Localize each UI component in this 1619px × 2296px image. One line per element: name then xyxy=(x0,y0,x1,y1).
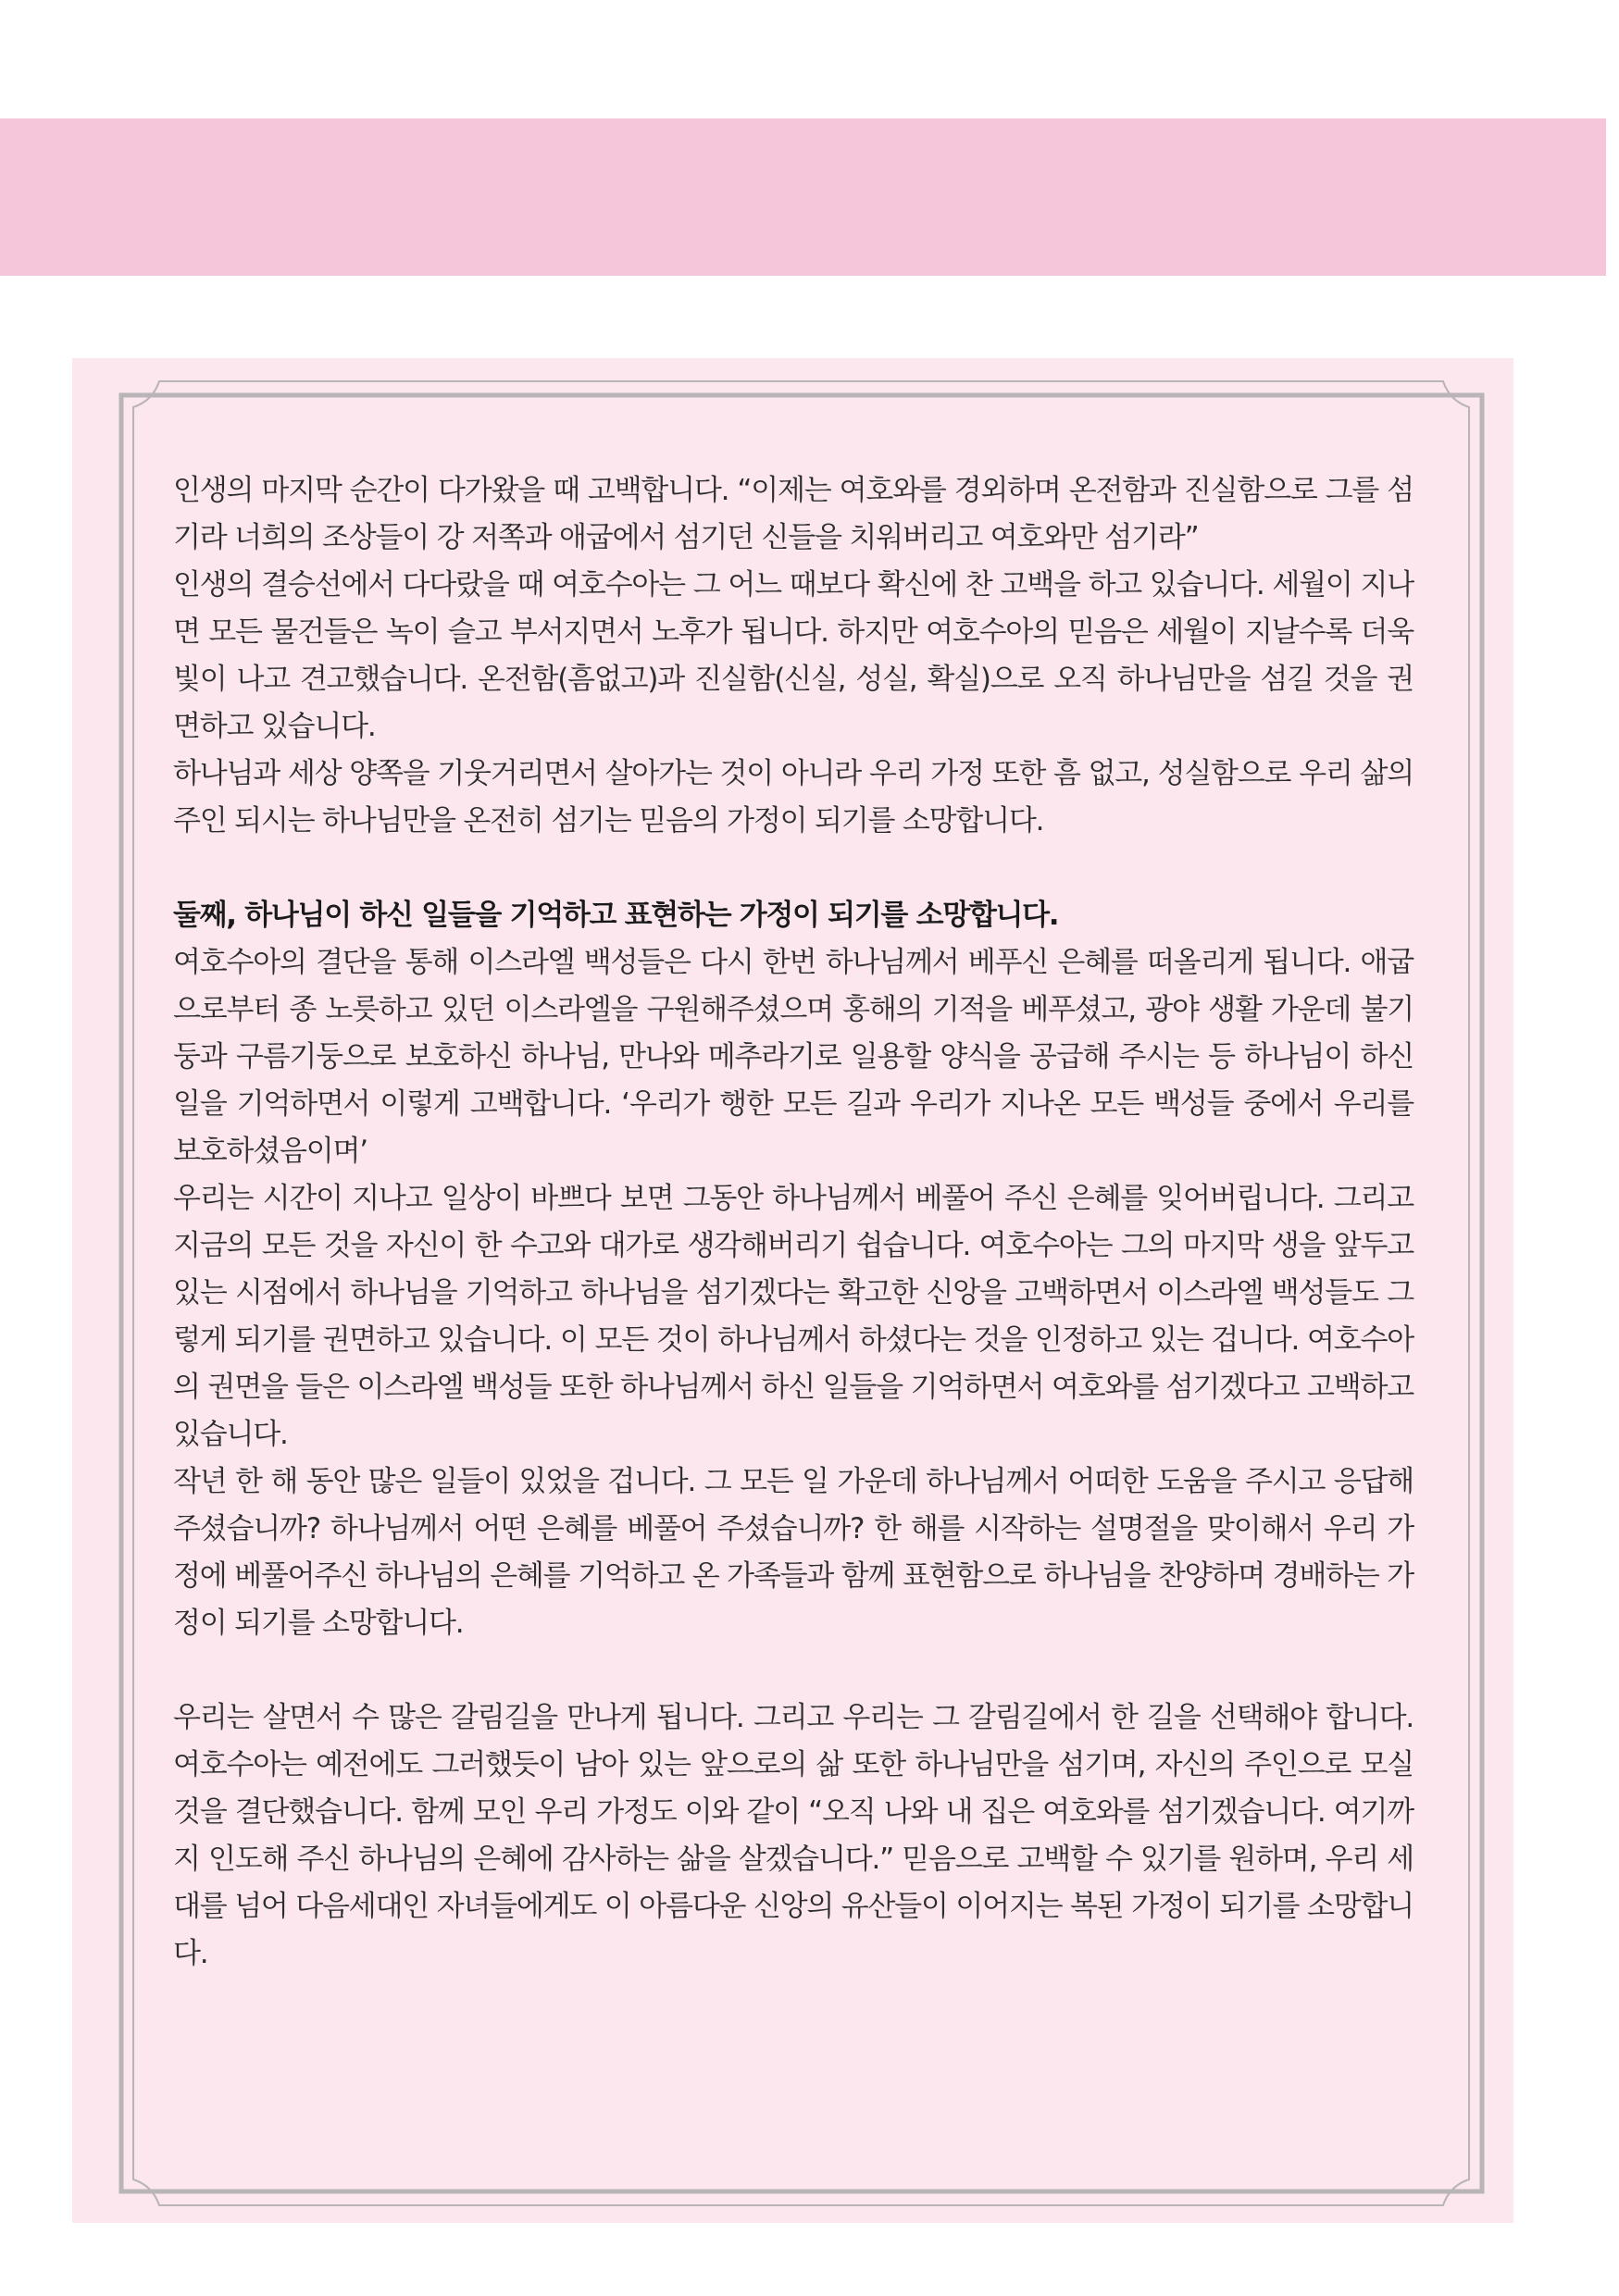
page-number: 5 xyxy=(1495,274,1537,356)
paragraph-5: 우리는 시간이 지나고 일상이 바쁘다 보면 그동안 하나님께서 베풀어 주신 은혜를 잊어버립니다. 그리고 지금의 모든 것을 자신이 한 수고와 대가로 생각해버리기 쉽습니다. 여호수아는 그의 마지막 생을 앞두고 있는 시점에서 하나님을 기억하고 하나님을 섬기겠다는 확고한 신앙을 고백하면서 이스라엘 백성들도 그렇게 되기를 권면하고 있습니다. 이 모든 것이 하나님께서 하셨다는 것을 인정하고 있는 겁니다. 여호수아의 권면을 들은 이스라엘 백성들 또한 하나님께서 하신 일들을 기억하면서 여호와를 섬기겠다고 고백하고 있습니다. xyxy=(173,1182,1414,1451)
paragraph-spacer xyxy=(173,845,1414,892)
paragraph-3: 하나님과 세상 양쪽을 기웃거리면서 살아가는 것이 아니라 우리 가정 또한 흠 없고, 성실함으로 우리 삶의 주인 되시는 하나님만을 온전히 섬기는 믿음의 가정이 되기를 소망합니다. xyxy=(173,757,1414,838)
paragraph-spacer xyxy=(173,1647,1414,1694)
paragraph-7: 우리는 살면서 수 많은 갈림길을 만나게 됩니다. 그리고 우리는 그 갈림길에서 한 길을 선택해야 합니다. 여호수아는 예전에도 그러했듯이 남아 있는 앞으로의 삶 또한 하나님만을 섬기며, 자신의 주인으로 모실 것을 결단했습니다. 함께 모인 우리 가정도 이와 같이 “오직 나와 내 집은 여호와를 섬기겠습니다. 여기까지 인도해 주신 하나님의 은혜에 감사하는 삶을 살겠습니다.” 믿음으로 고백할 수 있기를 원하며, 우리 세대를 넘어 다음세대인 자녀들에게도 이 아름다운 신앙의 유산들이 이어지는 복된 가정이 되기를 소망합니다. xyxy=(173,1701,1414,1970)
paragraph-1: 인생의 마지막 순간이 다가왔을 때 고백합니다. “이제는 여호와를 경외하며 온전함과 진실함으로 그를 섬기라 너희의 조상들이 강 저쪽과 애굽에서 섬기던 신들을 치워버리고 여호와만 섬기라” xyxy=(173,474,1414,554)
paragraph-2: 인생의 결승선에서 다다랐을 때 여호수아는 그 어느 때보다 확신에 찬 고백을 하고 있습니다. 세월이 지나면 모든 물건들은 녹이 슬고 부서지면서 노후가 됩니다. 하지만 여호수아의 믿음은 세월이 지날수록 더욱 빛이 나고 견고했습니다. 온전함(흠없고)과 진실함(신실, 성실, 확실)으로 오직 하나님만을 섬길 것을 권면하고 있습니다. xyxy=(173,568,1414,743)
article-body xyxy=(173,467,1414,1978)
paragraph-4: 여호수아의 결단을 통해 이스라엘 백성들은 다시 한번 하나님께서 베푸신 은혜를 떠올리게 됩니다. 애굽으로부터 종 노릇하고 있던 이스라엘을 구원해주셨으며 홍해의 기적을 베푸셨고, 광야 생활 가운데 불기둥과 구름기둥으로 보호하신 하나님, 만나와 메추라기로 일용할 양식을 공급해 주시는 등 하나님이 하신 일을 기억하면서 이렇게 고백합니다. ‘우리가 행한 모든 길과 우리가 지나온 모든 백성들 중에서 우리를 보호하셨음이며’ xyxy=(173,946,1414,1168)
section-heading: 둘째, 하나님이 하신 일들을 기억하고 표현하는 가정이 되기를 소망합니다. xyxy=(173,899,1059,932)
paragraph-6: 작년 한 해 동안 많은 일들이 있었을 겁니다. 그 모든 일 가운데 하나님께서 어떠한 도움을 주시고 응답해 주셨습니까? 하나님께서 어떤 은혜를 베풀어 주셨습니까? 한 해를 시작하는 설명절을 맞이해서 우리 가정에 베풀어주신 하나님의 은혜를 기억하고 온 가족들과 함께 표현함으로 하나님을 찬양하며 경배하는 가정이 되기를 소망합니다. xyxy=(173,1465,1414,1640)
